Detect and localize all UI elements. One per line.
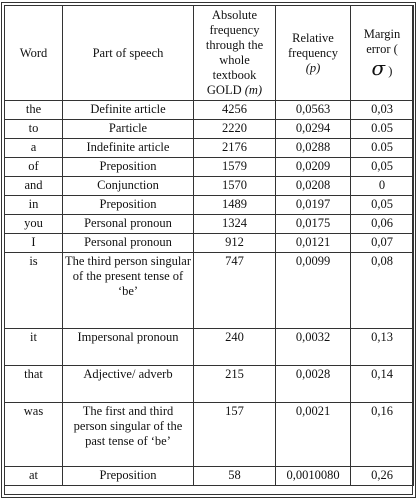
- cell-pos: Definite article: [63, 101, 194, 120]
- cell-word: was: [5, 403, 63, 467]
- cell-abs: 215: [194, 366, 276, 403]
- cell-word: is: [5, 253, 63, 329]
- cell-word: a: [5, 139, 63, 158]
- cell-err: 0,13: [351, 329, 414, 366]
- cell-word: of: [5, 158, 63, 177]
- cell-pos: The first and third person singular of the past tense of ‘be’: [63, 403, 194, 467]
- table-row: [5, 177, 414, 196]
- cell-pos: Personal pronoun: [63, 234, 194, 253]
- header-absolute-frequency: [194, 6, 276, 101]
- cell-pos: Indefinite article: [63, 139, 194, 158]
- header-word-text: Word: [19, 45, 48, 60]
- header-relative-frequency: [276, 6, 351, 101]
- header-word: [5, 6, 63, 101]
- cell-rel: 0,0032: [276, 329, 351, 366]
- cell-abs: 1570: [194, 177, 276, 196]
- cell-err: 0,07: [351, 234, 414, 253]
- cell-err: 0,14: [351, 366, 414, 403]
- table-row: [5, 403, 414, 467]
- header-part-of-speech: [63, 6, 194, 101]
- cell-err: 0,05: [351, 158, 414, 177]
- header-margin-error: [351, 6, 414, 101]
- cell-word: to: [5, 120, 63, 139]
- table-row: [5, 467, 414, 486]
- cell-pos: Impersonal pronoun: [63, 329, 194, 366]
- cell-err: 0.05: [351, 139, 414, 158]
- header-err-close: ): [388, 64, 393, 78]
- cell-pos: Preposition: [63, 467, 194, 486]
- cell-err: 0,03: [351, 101, 414, 120]
- table-row: [5, 196, 414, 215]
- cell-abs: 240: [194, 329, 276, 366]
- cell-err: 0,06: [351, 215, 414, 234]
- cell-err: 0,08: [351, 253, 414, 329]
- cell-rel: 0,0121: [276, 234, 351, 253]
- cell-abs: 58: [194, 467, 276, 486]
- cell-rel: 0,0294: [276, 120, 351, 139]
- cell-err: 0: [351, 177, 414, 196]
- cell-word: the: [5, 101, 63, 120]
- cell-word: that: [5, 366, 63, 403]
- table-row: [5, 139, 414, 158]
- cell-word: it: [5, 329, 63, 366]
- table-row: [5, 366, 414, 403]
- cell-pos: The third person singular of the present tense of ‘be’: [63, 253, 194, 329]
- frequency-table-figure: [1, 2, 416, 498]
- table-row: [5, 158, 414, 177]
- header-rel-variable: (p): [305, 60, 321, 75]
- header-rel-text: Relative frequency: [288, 30, 338, 60]
- table-row: [5, 101, 414, 120]
- cell-abs: 2220: [194, 120, 276, 139]
- table-row: [5, 329, 414, 366]
- cell-rel: 0,0209: [276, 158, 351, 177]
- header-abs-variable: (m): [244, 83, 263, 97]
- table-row: [5, 215, 414, 234]
- cell-pos: Preposition: [63, 158, 194, 177]
- table-row: [5, 234, 414, 253]
- cell-rel: 0,0208: [276, 177, 351, 196]
- header-abs-text: Absolute frequency through the whole textbook GOLD: [205, 8, 264, 97]
- cell-err: 0.05: [351, 120, 414, 139]
- cell-word: I: [5, 234, 63, 253]
- table-holder: [4, 5, 413, 495]
- cell-err: 0,05: [351, 196, 414, 215]
- cell-abs: 912: [194, 234, 276, 253]
- cell-pos: Particle: [63, 120, 194, 139]
- cell-rel: 0,0563: [276, 101, 351, 120]
- cell-abs: 747: [194, 253, 276, 329]
- cell-pos: Preposition: [63, 196, 194, 215]
- cell-abs: 1324: [194, 215, 276, 234]
- header-row: [5, 6, 414, 101]
- cell-word: you: [5, 215, 63, 234]
- cell-abs: 1489: [194, 196, 276, 215]
- cell-rel: 0,0175: [276, 215, 351, 234]
- cell-pos: Adjective/ adverb: [63, 366, 194, 403]
- table-row: [5, 120, 414, 139]
- cell-abs: 1579: [194, 158, 276, 177]
- cell-rel: 0,0028: [276, 366, 351, 403]
- table-row: [5, 253, 414, 329]
- header-pos-text: Part of speech: [92, 45, 164, 60]
- cell-rel: 0,0197: [276, 196, 351, 215]
- cell-word: and: [5, 177, 63, 196]
- cell-pos: Conjunction: [63, 177, 194, 196]
- cell-rel: 0,0010080: [276, 467, 351, 486]
- cell-abs: 2176: [194, 139, 276, 158]
- cell-pos: Personal pronoun: [63, 215, 194, 234]
- cell-rel: 0,0021: [276, 403, 351, 467]
- cell-err: 0,26: [351, 467, 414, 486]
- cell-rel: 0,0288: [276, 139, 351, 158]
- sigma-symbol: σ: [371, 56, 386, 80]
- cell-abs: 157: [194, 403, 276, 467]
- cell-word: in: [5, 196, 63, 215]
- cell-err: 0,16: [351, 403, 414, 467]
- cell-rel: 0,0099: [276, 253, 351, 329]
- cell-word: at: [5, 467, 63, 486]
- header-err-text: Margin error (: [363, 27, 401, 56]
- cell-abs: 4256: [194, 101, 276, 120]
- word-frequency-table: [4, 5, 414, 486]
